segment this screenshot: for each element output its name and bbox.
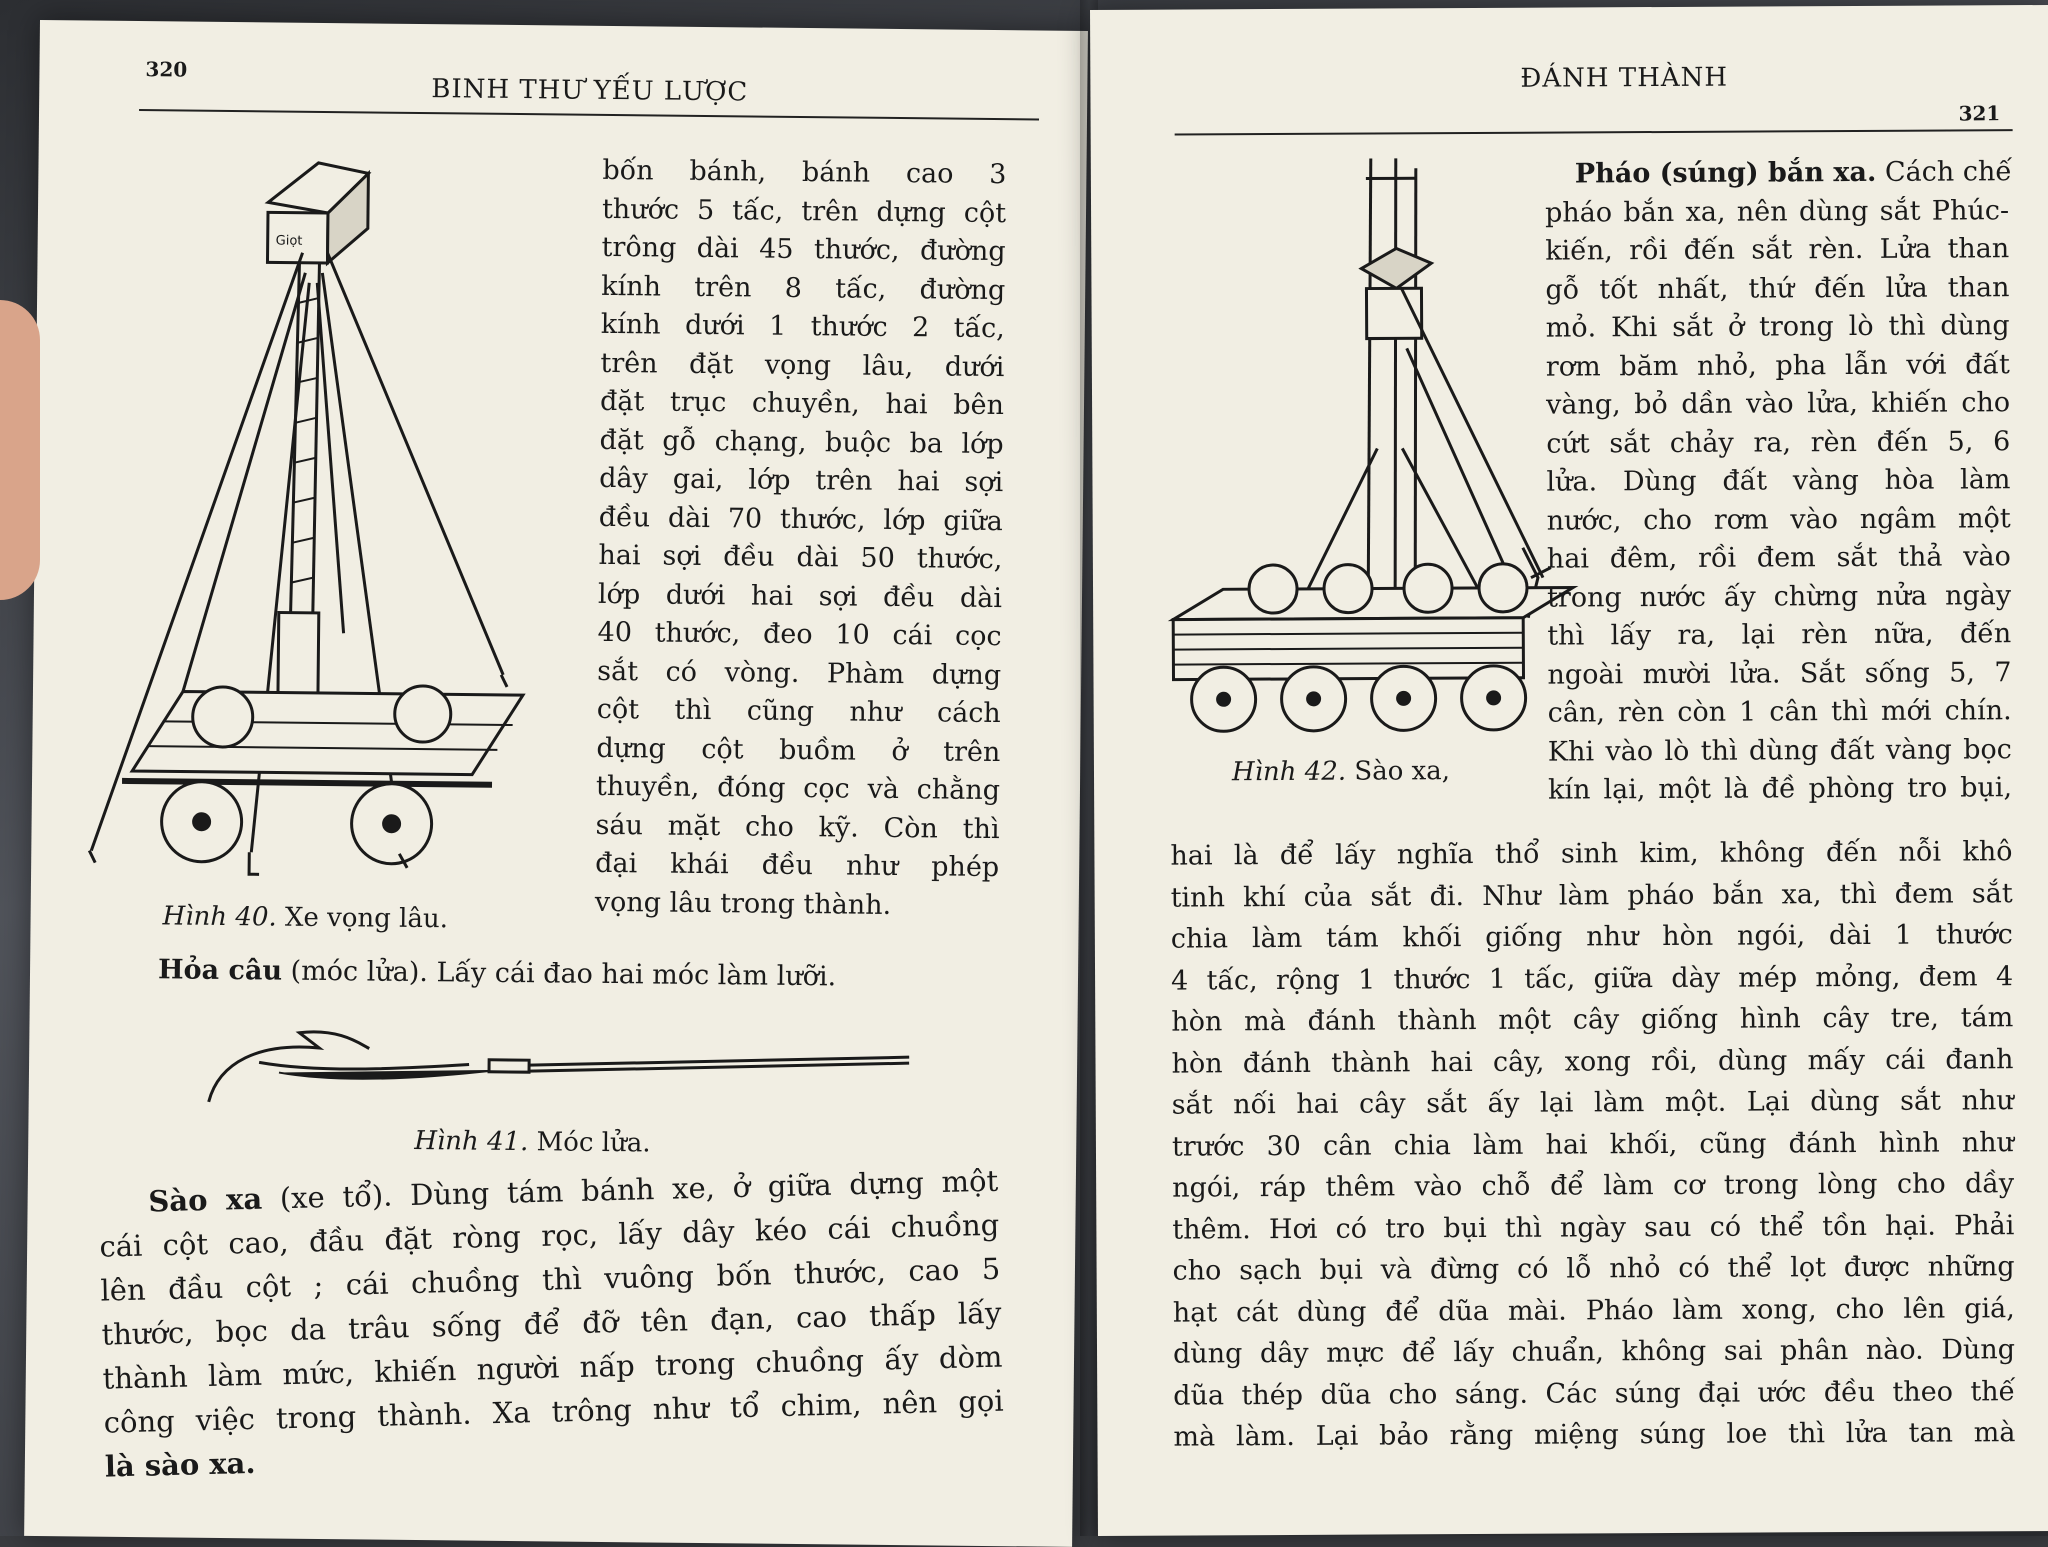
text-line: kín lại, một là đề phòng tro bụi, (1548, 769, 2012, 810)
page-number-left: 320 (145, 57, 187, 81)
figure-41-title: Móc lửa. (536, 1127, 650, 1158)
text-line: dùng dây mực để lấy chuẩn, không sai phân nào. Dùng (1173, 1329, 2015, 1375)
text-line: ngoài mười lửa. Sắt sống 5, 7 (1547, 654, 2011, 695)
text-line: tinh khí của sắt đi. Như làm pháo bắn xa, thì đem sắt (1171, 873, 2013, 919)
hoa-cau-text: (móc lửa). Lấy cái đao hai móc làm lưỡi. (282, 956, 836, 993)
hoa-cau-term: Hỏa câu (158, 954, 282, 986)
text-line: cho sạch bụi và đừng có lỗ nhỏ có thể lọt được những (1172, 1246, 2014, 1292)
text-line: cái cột cao, đầu đặt ròng rọc, lấy dây kéo cái chuồng (99, 1203, 1000, 1269)
text-line: đặt trục chuyền, hai bên (600, 383, 1004, 426)
text-line: đặt gỗ chạng, buộc ba lớp (599, 421, 1003, 464)
text-line: lớp dưới hai sợi đều dài (598, 575, 1002, 618)
phao-term: Pháo (súng) bắn xa. (1575, 157, 1877, 190)
left-column-text (595, 152, 1007, 926)
text-line: trong nước ấy chừng nửa ngày (1547, 577, 2011, 618)
text-line: chia làm tám khối giống như hòn ngói, dài 1 thước (1171, 914, 2013, 960)
text-line: thước, bọc da trâu sống để đỡ tên đạn, cao thấp lấy (101, 1291, 1002, 1357)
sao-xa-paragraph (98, 1159, 1005, 1489)
text-line: bốn bánh, bánh cao 3 (602, 152, 1006, 195)
text-line: rơm băm nhỏ, pha lẫn với đất (1546, 346, 2010, 387)
text-line: hai sợi đều dài 50 thước, (598, 537, 1002, 580)
right-page (1090, 5, 2048, 1536)
figure-42-label: Hình 42. (1232, 757, 1346, 788)
text-line: hai là để lấy nghĩa thổ sinh kim, không đến nỗi khô (1170, 831, 2012, 877)
text-line: là sào xa. (104, 1423, 1005, 1489)
text-line: mà làm. Lại bảo rằng miệng súng loe thì lửa tan mà (1173, 1412, 2015, 1458)
figure-40-sign-text: Giọt (276, 233, 303, 248)
text-line: hòn đánh thành hai cây, xong rồi, dùng mấy cái đanh (1171, 1039, 2013, 1085)
text-line: 4 tấc, rộng 1 thước 1 tấc, giữa dày mép mỏng, đem 4 (1171, 956, 2013, 1002)
text-line: vọng lâu trong thành. (595, 883, 999, 926)
figure-42-caption (1232, 756, 1450, 787)
text-line: 40 thước, đeo 10 cái cọc (597, 614, 1001, 657)
figure-42-title: Sào xa, (1354, 756, 1450, 787)
figure-40-caption (162, 901, 448, 934)
header-rule-left (139, 109, 1039, 120)
running-head-left: BINH THƯ YẾU LƯỢC (431, 74, 748, 107)
text-line: sắt nối hai cây sắt ấy lại làm một. Lại dùng sắt như (1172, 1080, 2014, 1126)
text-line: thêm. Hơi có tro bụi thì ngày sau có thể tồn hại. Phải (1172, 1205, 2014, 1251)
text-line: hòn mà đánh thành một cây giống hình cây tre, tám (1171, 997, 2013, 1043)
page-number-right: 321 (1958, 101, 2000, 125)
text-line: thì lấy ra, lại rèn nữa, đến (1547, 615, 2011, 656)
text-line: dây gai, lớp trên hai sợi (599, 460, 1003, 503)
text-line: Khi vào lò thì dùng đất vàng bọc (1548, 731, 2012, 772)
header-rule-right (1175, 129, 2013, 135)
text-line: nước, cho rơm vào ngâm một (1547, 500, 2011, 541)
text-line: mỏ. Khi sắt ở trong lò thì dùng (1546, 307, 2010, 348)
figure-41-caption (414, 1126, 651, 1158)
text-line: sắt có vòng. Phàm dựng (597, 652, 1001, 695)
sao-xa-term: Sào xa (148, 1182, 263, 1219)
text-line: kiến, rồi đến sắt rèn. Lửa than (1545, 230, 2009, 271)
text-line: cân, rèn còn 1 cân thì mới chín. (1548, 692, 2012, 733)
text-line: hai đêm, rồi đem sắt thả vào (1547, 538, 2011, 579)
figure-40-title: Xe vọng lâu. (285, 903, 448, 935)
sao-xa-text: (xe tổ). Dùng tám bánh xe, ở giữa dựng một (262, 1164, 999, 1216)
text-line: sáu mặt cho kỹ. Còn thì (595, 806, 999, 849)
text-line: lửa. Dùng đất vàng hòa làm (1546, 461, 2010, 502)
text-line: trước 30 cân chia làm hai khối, cũng đánh hình như (1172, 1122, 2014, 1168)
running-head-right: ĐÁNH THÀNH (1520, 63, 1728, 94)
text-line: thành làm mức, khiến người nấp trong chuồng ấy dòm (102, 1335, 1003, 1401)
phao-text: Cách chế (1876, 156, 2012, 188)
right-column-text (1545, 153, 2012, 810)
text-line: cột thì cũng như cách (597, 691, 1001, 734)
hoa-cau-paragraph (158, 951, 1028, 999)
text-line: dựng cột buồm ở trên (596, 729, 1000, 772)
text-line: vàng, bỏ dần vào lửa, khiến cho (1546, 384, 2010, 425)
text-line: đều dài 70 thước, lớp giữa (599, 498, 1003, 541)
figure-40-illustration (71, 130, 549, 895)
text-line: đại khái đều như phép (595, 845, 999, 888)
text-line: cứt sắt chảy ra, rèn đến 5, 6 (1546, 423, 2010, 464)
thumb (0, 300, 40, 600)
text-line: thuyền, đóng cọc và chằng (596, 768, 1000, 811)
figure-41-label: Hình 41. (414, 1126, 528, 1157)
text-line: gỗ tốt nhất, thứ đến lửa than (1545, 269, 2009, 310)
figure-41-illustration (199, 1022, 920, 1120)
text-line: công việc trong thành. Xa trông như tổ chim, nên gọi (103, 1379, 1004, 1445)
text-line: thước 5 tấc, trên dựng cột (602, 190, 1006, 233)
right-full-text (1170, 831, 2015, 1458)
text-line: pháo bắn xa, nên dùng sắt Phúc- (1545, 192, 2009, 233)
text-line: trông dài 45 thước, đường (601, 229, 1005, 272)
text-line: dũa thép dũa cho sáng. Các súng đại ước đều theo thế (1173, 1371, 2015, 1417)
text-line: kính trên 8 tấc, đường (601, 267, 1005, 310)
text-line: ngói, ráp thêm vào chỗ để làm cơ trong lòng cho dầy (1172, 1163, 2014, 1209)
text-line: hạt cát dùng để dũa mài. Pháo làm xong, cho lên giá, (1173, 1288, 2015, 1334)
figure-40-label: Hình 40. (162, 901, 276, 932)
text-line: kính dưới 1 thước 2 tấc, (601, 306, 1005, 349)
left-page (24, 20, 1088, 1547)
text-line: trên đặt vọng lâu, dưới (600, 344, 1004, 387)
text-line: lên đầu cột ; cái chuồng thì vuông bốn thước, cao 5 (100, 1247, 1001, 1313)
